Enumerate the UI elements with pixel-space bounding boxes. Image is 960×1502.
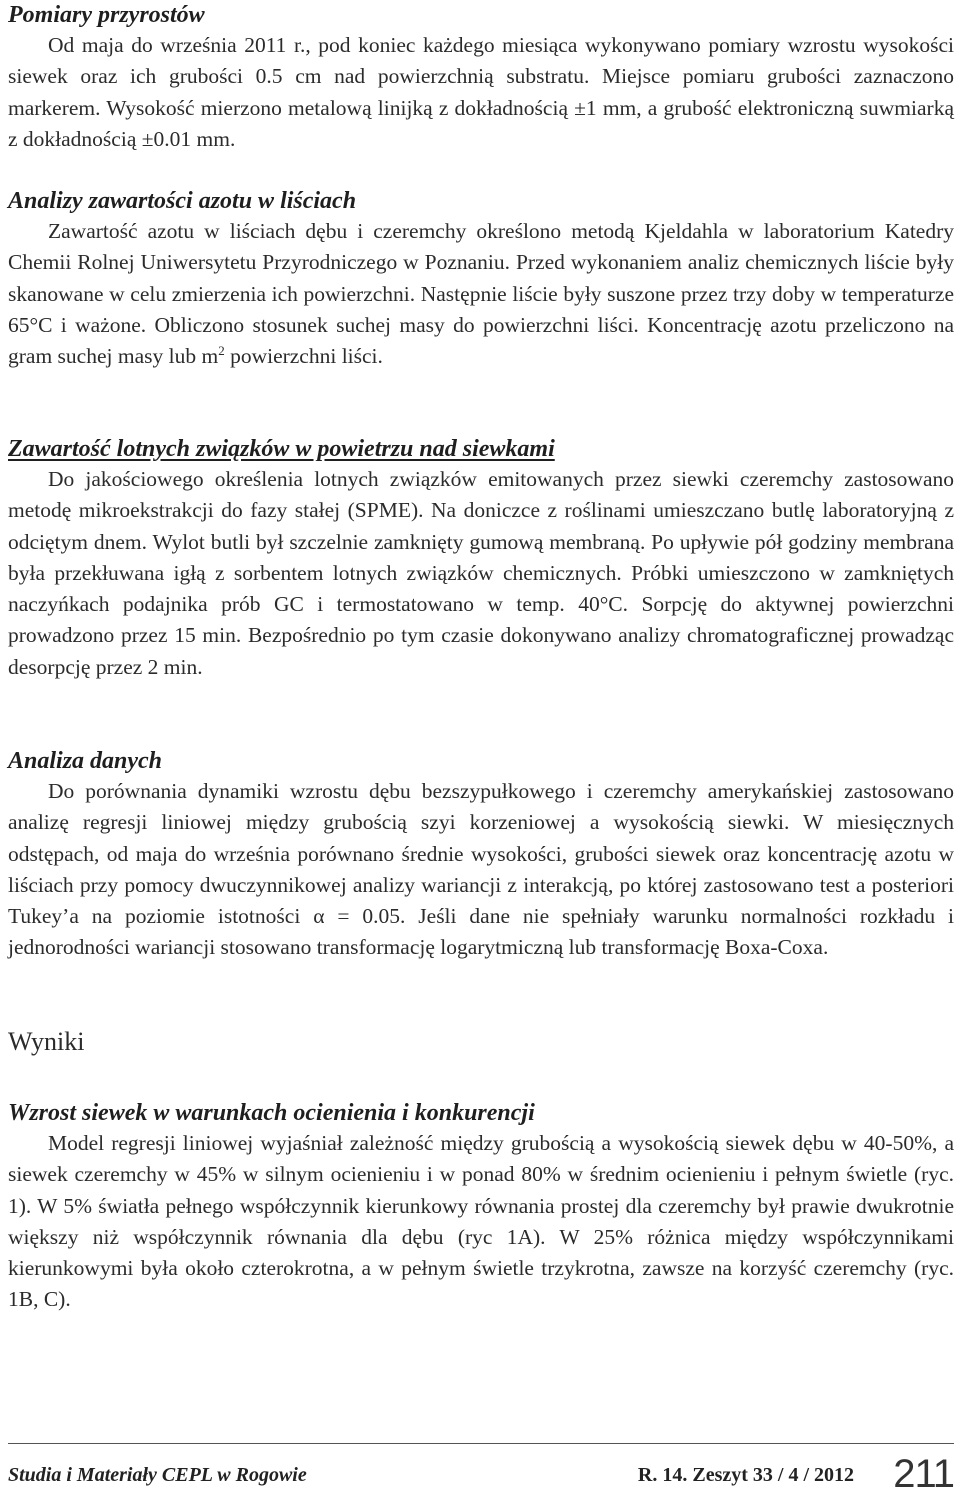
results-subsection — [8, 1098, 954, 1316]
paragraph-text: Zawartość azotu w liściach dębu i czeremchy określono metodą Kjeldahla w laboratorium Katedry Chemii Rolnej Uniwersytetu Przyrodniczego w Poznaniu. Przed wykonaniem analiz chemicznych liście były skanowane w celu zmierzenia ich powierzchni. Następnie liście były suszone przez trzy doby w temperaturze 65°C i ważone. Obliczono stosunek suchej masy do powierzchni liści. Koncentrację azotu przeliczono na gram suchej masy lub m — [8, 219, 954, 369]
section-title: Wzrost siewek w warunkach ocienienia i konkurencji — [8, 1100, 535, 1126]
section-volatile-compounds — [8, 434, 954, 683]
section-paragraph: Model regresji liniowej wyjaśniał zależność między grubością a wysokością siewek dębu w 40-50%, a siewek czeremchy w 45% w silnym ocienieniu i w ponad 80% w średnim ocienieniu i pełnym świetle (ryc. 1). W 5% światła pełnego współczynnik kierunkowy równania prostej dla czeremchy był prawie dwukrotnie większy niż współczynnik równania dla dębu (ryc 1A). W 25% różnica między współczynnikami kierunkowymi była około czterokrotna, a w pełnym świetle trzykrotna, zawsze na korzyść czeremchy (ryc. 1B, C). — [8, 1131, 954, 1312]
page-number: 211 — [893, 1452, 954, 1496]
journal-name: Studia i Materiały CEPL w Rogowie — [8, 1464, 307, 1486]
section-title: Analiza danych — [8, 748, 163, 774]
section-title: Zawartość lotnych związków w powietrzu nad siewkami — [8, 436, 555, 462]
footer-divider — [8, 1443, 954, 1444]
section-growth-measurements — [8, 0, 954, 155]
section-paragraph: Od maja do września 2011 r., pod koniec każdego miesiąca wykonywano pomiary wzrostu wysokości siewek oraz ich grubości 0.5 cm nad powierzchnią substratu. Miejsce pomiaru grubości zaznaczono markerem. Wysokość mierzono metalową linijką z dokładnością ±1 mm, a grubość elektroniczną suwmiarką z dokładnością ±0.01 mm. — [8, 33, 954, 151]
issue-info: R. 14. Zeszyt 33 / 4 / 2012 — [637, 1464, 854, 1486]
section-paragraph — [8, 216, 954, 372]
section-nitrogen-analysis — [8, 186, 954, 372]
superscript: 2 — [218, 343, 225, 359]
section-title: Pomiary przyrostów — [8, 2, 205, 28]
results-heading: Wyniki — [8, 1027, 85, 1056]
paragraph-text-tail: powierzchni liści. — [224, 344, 383, 369]
page-footer — [8, 1446, 954, 1496]
section-data-analysis — [8, 746, 954, 964]
section-title: Analizy zawartości azotu w liściach — [8, 188, 357, 214]
results-section — [8, 1026, 954, 1058]
section-paragraph: Do jakościowego określenia lotnych związków emitowanych przez siewki czeremchy zastosowano metodę mikroekstrakcji do fazy stałej (SPME). Na doniczce z roślinami umieszczano butlę laboratoryjną z odciętym dnem. Wylot butli był szczelnie zamknięty gumową membraną. Po upływie pół godziny membrana była przekłuwana igłą z sorbentem lotnych związków chemicznych. Próbki umieszczono w zamkniętych naczyńkach podajnika prób GC i termostatowano w temp. 40°C. Sorpcję do aktywnej powierzchni prowadzono przez 15 min. Bezpośrednio po tym czasie dokonywano analizy chromatograficznej prowadząc desorpcję przez 2 min. — [8, 467, 954, 679]
section-paragraph: Do porównania dynamiki wzrostu dębu bezszypułkowego i czeremchy amerykańskiej zastosowano analizę regresji liniowej między grubością szyi korzeniowej a wysokością siewki. W miesięcznych odstępach, od maja do września porównano średnie wysokości, grubości siewek oraz koncentrację azotu w liściach przy pomocy dwuczynnikowej analizy wariancji z interakcją, po której zastosowano test a posteriori Tukey’a na poziomie istotności α = 0.05. Jeśli dane nie spełniały warunku normalności rozkładu i jednorodności wariancji stosowano transformację logarytmiczną lub transformację Boxa-Coxa. — [8, 779, 954, 960]
